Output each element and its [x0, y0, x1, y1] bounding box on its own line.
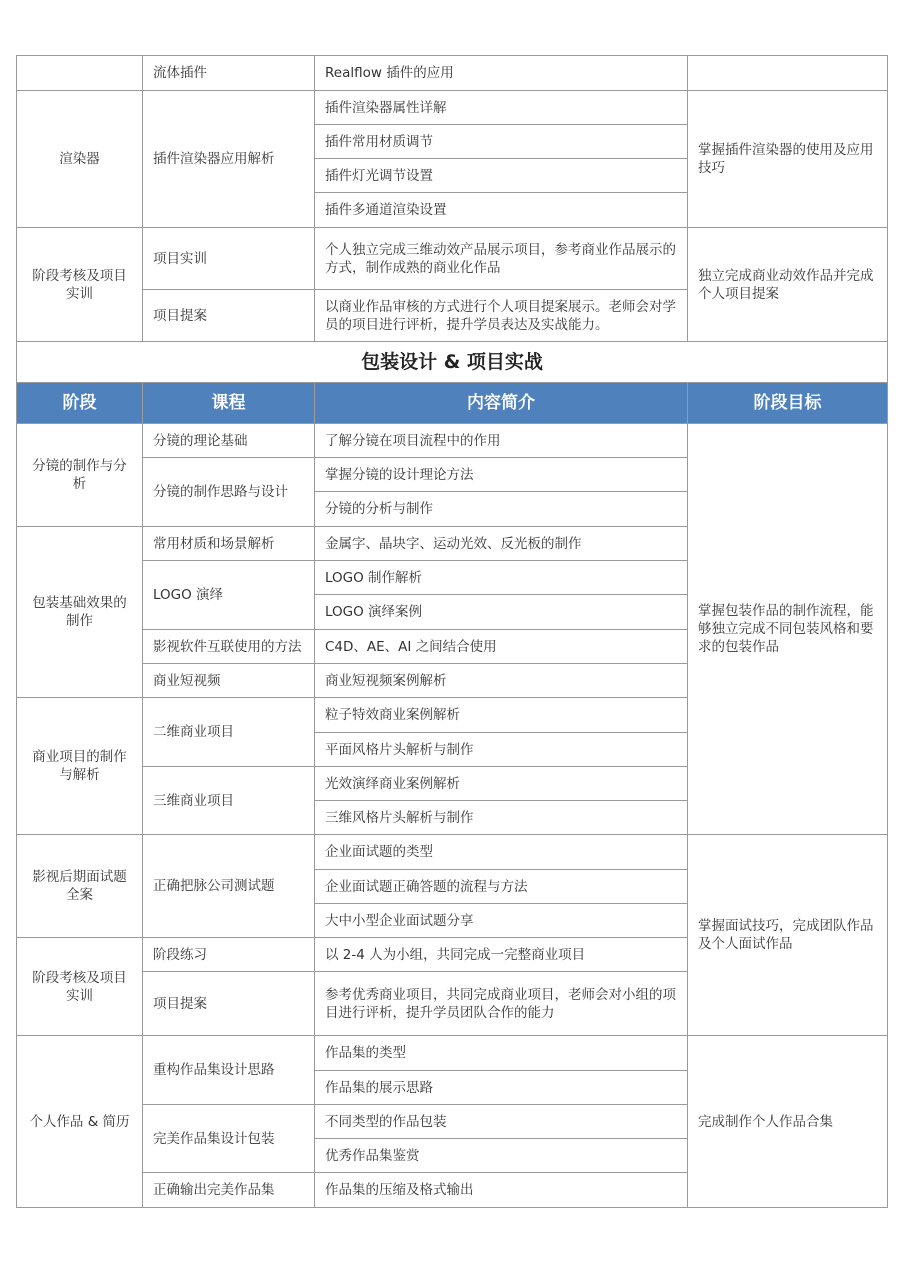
- course-cell: 正确把脉公司测试题: [143, 835, 315, 938]
- stage-cell: [17, 56, 143, 91]
- stage-cell: 阶段考核及项目实训: [17, 938, 143, 1036]
- content-cell: 三维风格片头解析与制作: [315, 801, 688, 835]
- goal-cell: 掌握插件渲染器的使用及应用技巧: [688, 91, 888, 228]
- course-cell: 常用材质和场景解析: [143, 527, 315, 561]
- stage-cell: 渲染器: [17, 91, 143, 228]
- content-cell: C4D、AE、AI 之间结合使用: [315, 630, 688, 664]
- course-cell: 流体插件: [143, 56, 315, 91]
- course-cell: 项目实训: [143, 228, 315, 290]
- course-cell: 项目提案: [143, 972, 315, 1036]
- table-header: [17, 383, 888, 424]
- section-title-row: [17, 342, 888, 383]
- course-cell: 重构作品集设计思路: [143, 1036, 315, 1105]
- stage-cell: 分镜的制作与分析: [17, 424, 143, 527]
- content-cell: 平面风格片头解析与制作: [315, 733, 688, 767]
- table-row: [17, 56, 888, 91]
- content-cell: 光效演绎商业案例解析: [315, 767, 688, 801]
- content-cell: 作品集的展示思路: [315, 1071, 688, 1105]
- course-cell: 插件渲染器应用解析: [143, 91, 315, 228]
- content-cell: 分镜的分析与制作: [315, 492, 688, 527]
- content-cell: 插件常用材质调节: [315, 125, 688, 159]
- header-content: 内容简介: [315, 383, 688, 424]
- content-cell: 掌握分镜的设计理论方法: [315, 458, 688, 492]
- table-row: [17, 1036, 888, 1071]
- course-cell: 正确输出完美作品集: [143, 1173, 315, 1208]
- course-cell: 项目提案: [143, 290, 315, 342]
- content-cell: 以 2-4 人为小组，共同完成一完整商业项目: [315, 938, 688, 972]
- content-cell: Realflow 插件的应用: [315, 56, 688, 91]
- table-row: [17, 835, 888, 870]
- stage-cell: 影视后期面试题全案: [17, 835, 143, 938]
- content-cell: 以商业作品审核的方式进行个人项目提案展示。老师会对学员的项目进行评析，提升学员表达及实战能力。: [315, 290, 688, 342]
- content-cell: 插件灯光调节设置: [315, 159, 688, 193]
- stage-cell: 包装基础效果的制作: [17, 527, 143, 698]
- course-cell: 分镜的制作思路与设计: [143, 458, 315, 527]
- content-cell: 参考优秀商业项目，共同完成商业项目，老师会对小组的项目进行评析，提升学员团队合作的能力: [315, 972, 688, 1036]
- content-cell: 企业面试题的类型: [315, 835, 688, 870]
- content-cell: LOGO 演绎案例: [315, 595, 688, 630]
- content-cell: 了解分镜在项目流程中的作用: [315, 424, 688, 458]
- content-cell: 插件渲染器属性详解: [315, 91, 688, 125]
- goal-cell: 掌握包装作品的制作流程，能够独立完成不同包装风格和要求的包装作品: [688, 424, 888, 835]
- content-cell: 大中小型企业面试题分享: [315, 904, 688, 938]
- content-cell: 金属字、晶块字、运动光效、反光板的制作: [315, 527, 688, 561]
- content-cell: 作品集的类型: [315, 1036, 688, 1071]
- course-cell: 影视软件互联使用的方法: [143, 630, 315, 664]
- table-row: [17, 228, 888, 290]
- stage-cell: 商业项目的制作与解析: [17, 698, 143, 835]
- course-cell: 三维商业项目: [143, 767, 315, 835]
- header-goal: 阶段目标: [688, 383, 888, 424]
- content-cell: 插件多通道渲染设置: [315, 193, 688, 228]
- goal-cell: 独立完成商业动效作品并完成个人项目提案: [688, 228, 888, 342]
- content-cell: 作品集的压缩及格式输出: [315, 1173, 688, 1208]
- content-cell: LOGO 制作解析: [315, 561, 688, 595]
- header-stage: 阶段: [17, 383, 143, 424]
- course-cell: 分镜的理论基础: [143, 424, 315, 458]
- content-cell: 优秀作品集鉴赏: [315, 1139, 688, 1173]
- content-cell: 个人独立完成三维动效产品展示项目，参考商业作品展示的方式，制作成熟的商业化作品: [315, 228, 688, 290]
- table-row: [17, 424, 888, 458]
- goal-cell: 完成制作个人作品合集: [688, 1036, 888, 1208]
- goal-cell: 掌握面试技巧，完成团队作品及个人面试作品: [688, 835, 888, 1036]
- table-row: [17, 91, 888, 125]
- course-cell: 完美作品集设计包装: [143, 1105, 315, 1173]
- content-cell: 商业短视频案例解析: [315, 664, 688, 698]
- course-cell: 商业短视频: [143, 664, 315, 698]
- content-cell: 粒子特效商业案例解析: [315, 698, 688, 733]
- course-cell: 阶段练习: [143, 938, 315, 972]
- goal-cell: [688, 56, 888, 91]
- course-cell: LOGO 演绎: [143, 561, 315, 630]
- curriculum-table: [16, 55, 888, 1208]
- content-cell: 企业面试题正确答题的流程与方法: [315, 870, 688, 904]
- header-course: 课程: [143, 383, 315, 424]
- stage-cell: 个人作品 & 简历: [17, 1036, 143, 1208]
- section-title: 包装设计 & 项目实战: [17, 342, 888, 383]
- stage-cell: 阶段考核及项目实训: [17, 228, 143, 342]
- course-cell: 二维商业项目: [143, 698, 315, 767]
- content-cell: 不同类型的作品包装: [315, 1105, 688, 1139]
